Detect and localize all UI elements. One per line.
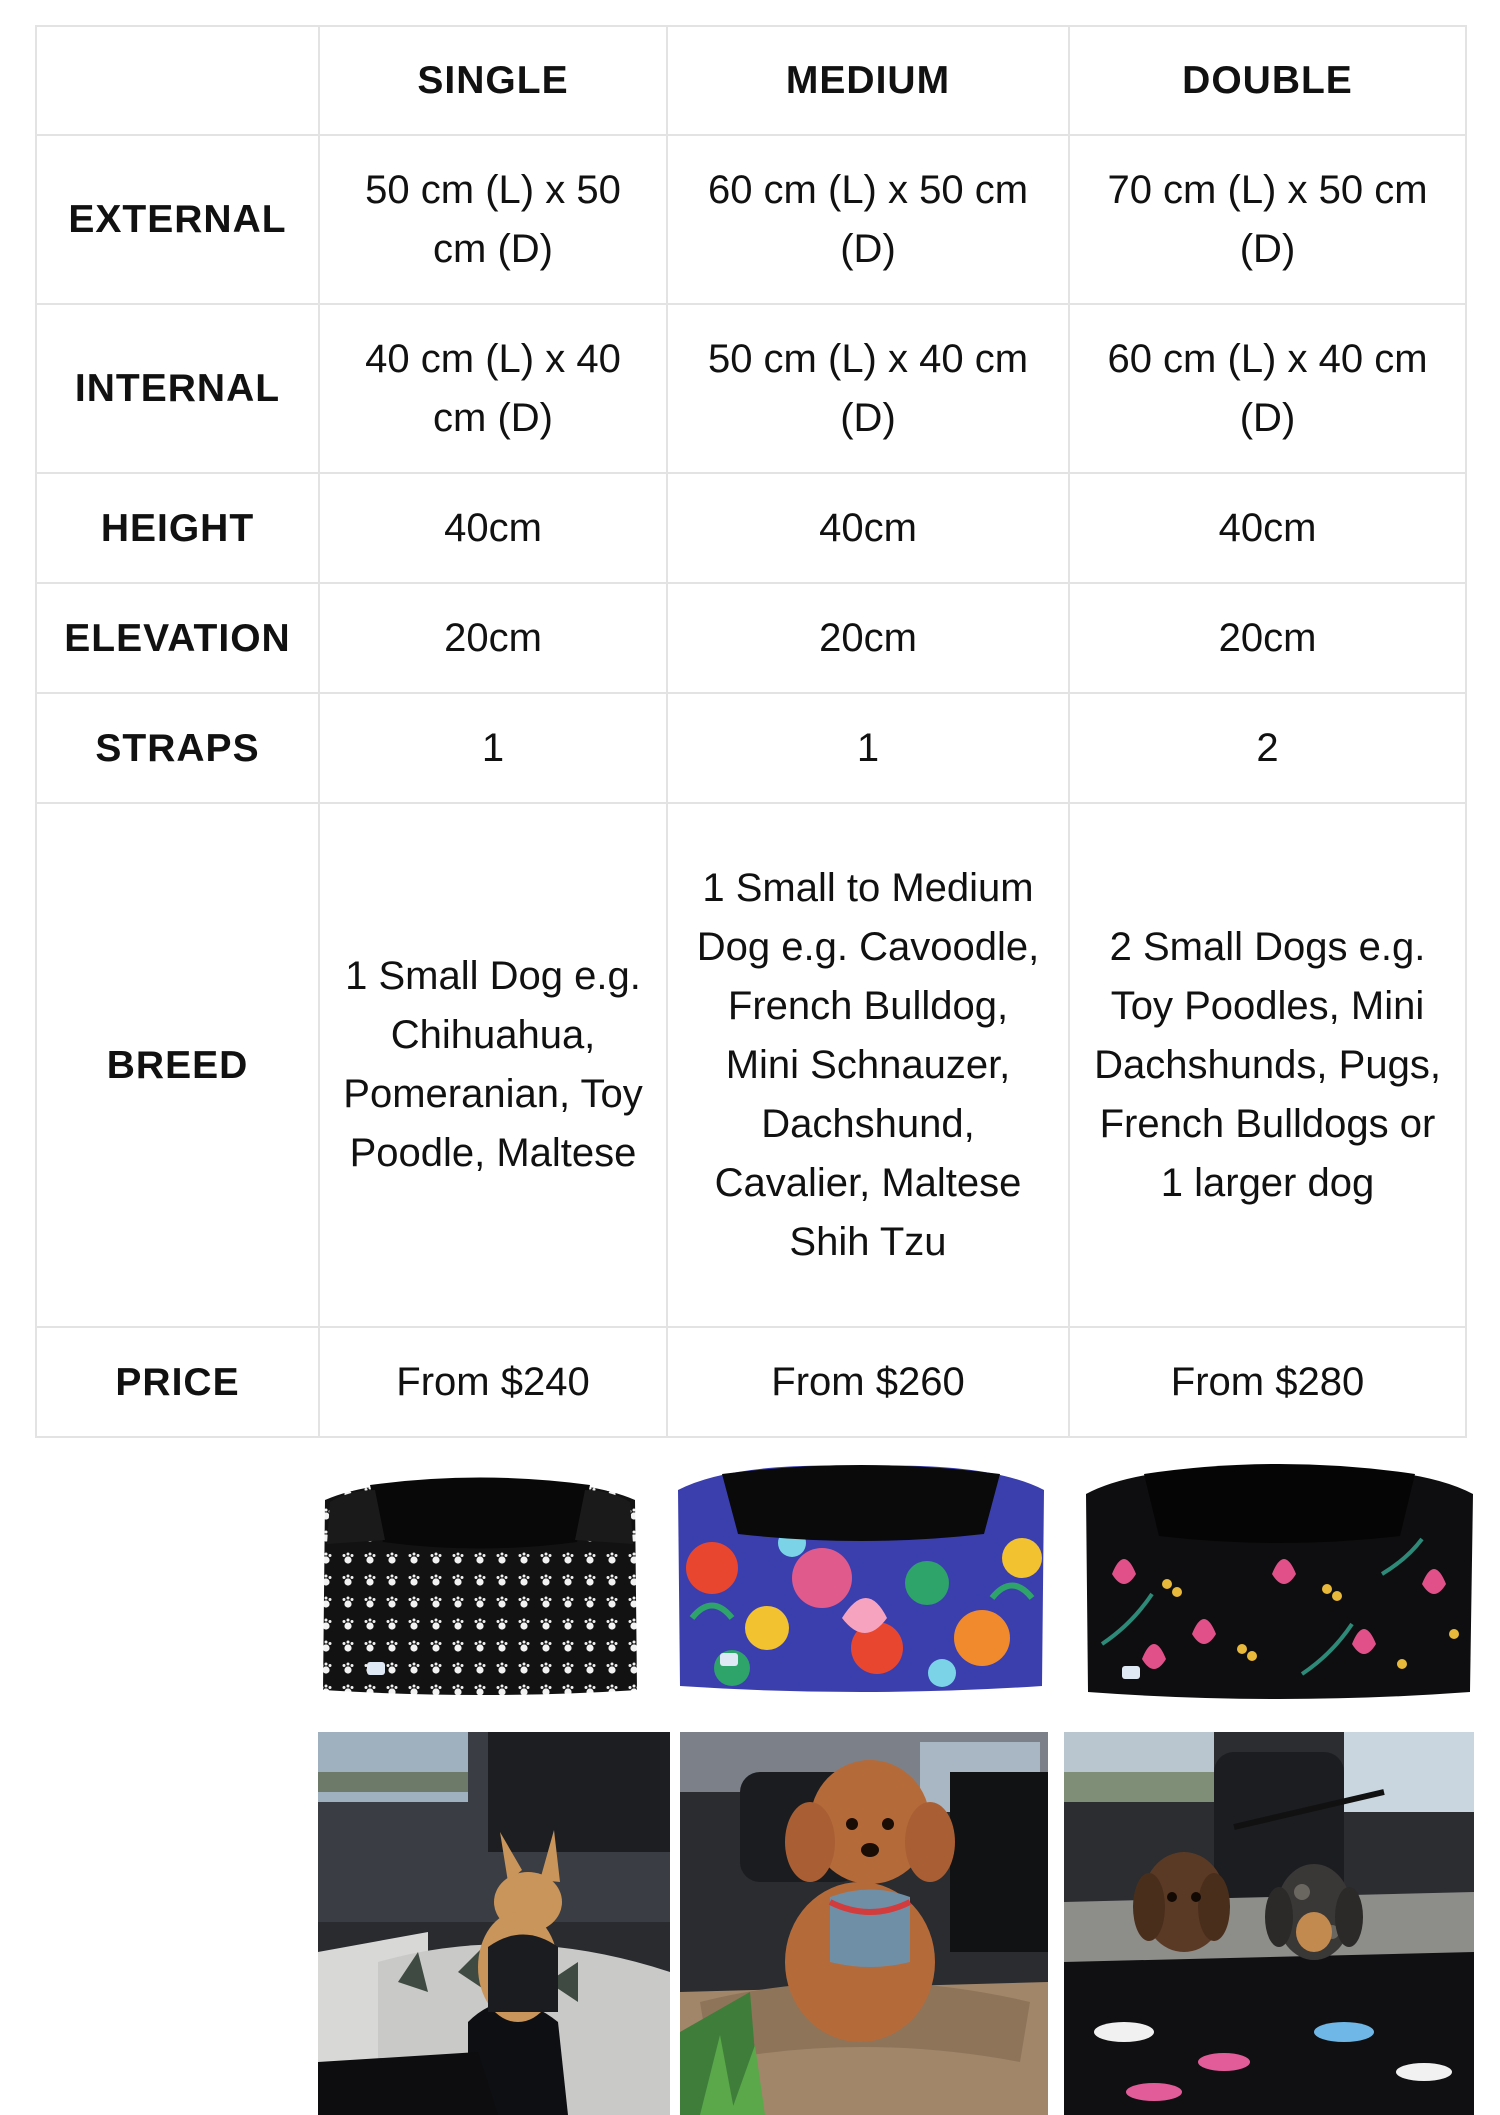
cell-elevation-single: 20cm [319, 583, 667, 693]
comparison-table [35, 25, 1467, 1438]
single-dog-photo [318, 1732, 670, 2115]
cell-straps-single: 1 [319, 693, 667, 803]
cell-elevation-medium: 20cm [667, 583, 1069, 693]
table-header-row [36, 26, 1466, 135]
cell-internal-medium: 50 cm (L) x 40 cm (D) [667, 304, 1069, 473]
table-row-straps [36, 693, 1466, 803]
row-label-elevation: ELEVATION [36, 583, 319, 693]
table-row-height [36, 473, 1466, 583]
cell-internal-single: 40 cm (L) x 40 cm (D) [319, 304, 667, 473]
cell-height-single: 40cm [319, 473, 667, 583]
table-row-elevation [36, 583, 1466, 693]
table-row-external [36, 135, 1466, 304]
cell-breed-medium: 1 Small to Medium Dog e.g. Cavoodle, French Bulldog, Mini Schnauzer, Dachshund, Cavalier, Maltese Shih Tzu [667, 803, 1069, 1327]
medium-seat-graphic [672, 1448, 1050, 1696]
cell-height-double: 40cm [1069, 473, 1466, 583]
cell-breed-single: 1 Small Dog e.g. Chihuahua, Pomeranian, Toy Poodle, Maltese [319, 803, 667, 1327]
single-seat-graphic [315, 1460, 645, 1700]
table-row-price [36, 1327, 1466, 1437]
row-label-height: HEIGHT [36, 473, 319, 583]
cell-elevation-double: 20cm [1069, 583, 1466, 693]
cavoodle-photo-graphic [680, 1732, 1048, 2115]
cell-height-medium: 40cm [667, 473, 1069, 583]
cell-straps-double: 2 [1069, 693, 1466, 803]
medium-seat-image [672, 1448, 1050, 1696]
header-double: DOUBLE [1069, 26, 1466, 135]
header-medium: MEDIUM [667, 26, 1069, 135]
cell-price-double: From $280 [1069, 1327, 1466, 1437]
cell-price-medium: From $260 [667, 1327, 1069, 1437]
header-single: SINGLE [319, 26, 667, 135]
chihuahua-photo-graphic [318, 1732, 670, 2115]
row-label-straps: STRAPS [36, 693, 319, 803]
cell-external-double: 70 cm (L) x 50 cm (D) [1069, 135, 1466, 304]
row-label-breed: BREED [36, 803, 319, 1327]
double-seat-graphic [1082, 1444, 1477, 1704]
row-label-price: PRICE [36, 1327, 319, 1437]
header-empty-cell [36, 26, 319, 135]
double-dog-photo [1064, 1732, 1474, 2115]
double-seat-image [1082, 1444, 1477, 1704]
single-seat-image [315, 1460, 645, 1700]
dachshunds-photo-graphic [1064, 1732, 1474, 2115]
table-row-internal [36, 304, 1466, 473]
row-label-external: EXTERNAL [36, 135, 319, 304]
cell-breed-double: 2 Small Dogs e.g. Toy Poodles, Mini Dachshunds, Pugs, French Bulldogs or 1 larger dog [1069, 803, 1466, 1327]
row-label-internal: INTERNAL [36, 304, 319, 473]
cell-straps-medium: 1 [667, 693, 1069, 803]
table-row-breed [36, 803, 1466, 1327]
cell-external-single: 50 cm (L) x 50 cm (D) [319, 135, 667, 304]
cell-price-single: From $240 [319, 1327, 667, 1437]
medium-dog-photo [680, 1732, 1048, 2115]
cell-internal-double: 60 cm (L) x 40 cm (D) [1069, 304, 1466, 473]
cell-external-medium: 60 cm (L) x 50 cm (D) [667, 135, 1069, 304]
